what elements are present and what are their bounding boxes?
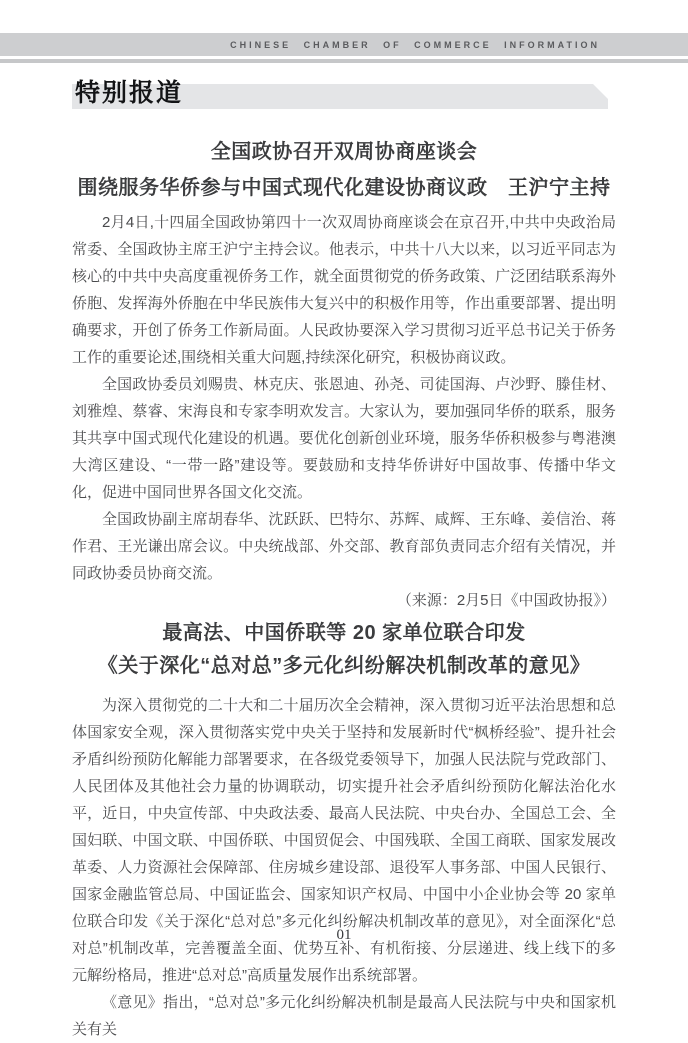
article-2-title-line-1: 最高法、中国侨联等 20 家单位联合印发	[162, 622, 526, 644]
masthead-bar	[0, 33, 688, 56]
article-1-body	[72, 209, 616, 614]
article-2-title	[72, 617, 616, 683]
article-1-title	[72, 134, 616, 206]
article-2-body	[72, 692, 616, 1043]
section-title: 特别报道	[75, 80, 184, 107]
masthead-rule	[0, 59, 688, 63]
article-1-paragraph: 2月4日,十四届全国政协第四十一次双周协商座谈会在京召开,中共中央政治局常委、全国政协主席王沪宁主持会议。他表示，中共十八大以来，以习近平同志为核心的中共中央高度重视侨务工作，就全面贯彻党的侨务政策、广泛团结联系海外侨胞、发挥海外侨胞在中华民族伟大复兴中的积极作用等，作出重要部署、提出明确要求，开创了侨务工作新局面。人民政协要深入学习贯彻习近平总书记关于侨务工作的重要论述,围绕相关重大问题,持续深化研究，积极协商议政。	[72, 214, 616, 366]
article-2-title-line-2: 《关于深化“总对总”多元化纠纷解决机制改革的意见》	[97, 655, 591, 677]
article-1-paragraph: 全国政协副主席胡春华、沈跃跃、巴特尔、苏辉、咸辉、王东峰、姜信治、蒋作君、王光谦出席会议。中央统战部、外交部、教育部负责同志介绍有关情况，并同政协委员协商交流。	[72, 511, 616, 582]
page-number: 01	[336, 927, 352, 943]
article-2-paragraph: 《意见》指出，“总对总”多元化纠纷解决机制是最高人民法院与中央和国家机关有关	[72, 994, 616, 1038]
article-1-title-line-2: 围绕服务华侨参与中国式现代化建设协商议政 王沪宁主持	[77, 177, 611, 199]
article-cppcc-consultation	[72, 134, 616, 614]
masthead-text: CHINESE CHAMBER OF COMMERCE INFORMATION	[230, 40, 600, 50]
article-1-title-line-1: 全国政协召开双周协商座谈会	[210, 141, 478, 163]
article-1-source: （来源：2月5日《中国政协报》）	[396, 592, 616, 609]
article-2-paragraph: 为深入贯彻党的二十大和二十届历次全会精神，深入贯彻习近平法治思想和总体国家安全观，深入贯彻落实党中央关于坚持和发展新时代“枫桥经验”、提升社会矛盾纠纷预防化解能力部署要求，在各级党委领导下，加强人民法院与党政部门、人民团体及其他社会力量的协调联动，切实提升社会矛盾纠纷预防化解法治化水平，近日，中央宣传部、中央政法委、最高人民法院、中央台办、全国总工会、全国妇联、中国文联、中国侨联、中国贸促会、中国残联、全国工商联、国家发展改革委、人力资源社会保障部、住房城乡建设部、退役军人事务部、中国人民银行、国家金融监管总局、中国证监会、国家知识产权局、中国中小企业协会等 20 家单位联合印发《关于深化“总对总”多元化纠纷解决机制改革的意见》，对全面深化“总对总”机制改革，完善覆盖全面、优势互补、有机衔接、分层递进、线上线下的多元解纷格局，推进“总对总”高质量发展作出系统部署。	[72, 697, 616, 984]
article-1-paragraph: 全国政协委员刘赐贵、林克庆、张恩迪、孙尧、司徒国海、卢沙野、滕佳材、刘雅煌、蔡睿、宋海良和专家李明欢发言。大家认为，要加强同华侨的联系，服务其共享中国式现代化建设的机遇。要优化创新创业环境，服务华侨积极参与粤港澳大湾区建设、“一带一路”建设等。要鼓励和支持华侨讲好中国故事、传播中华文化，促进中国同世界各国文化交流。	[72, 376, 616, 501]
page-content	[72, 134, 616, 1043]
article-dispute-resolution-opinion	[72, 617, 616, 1043]
